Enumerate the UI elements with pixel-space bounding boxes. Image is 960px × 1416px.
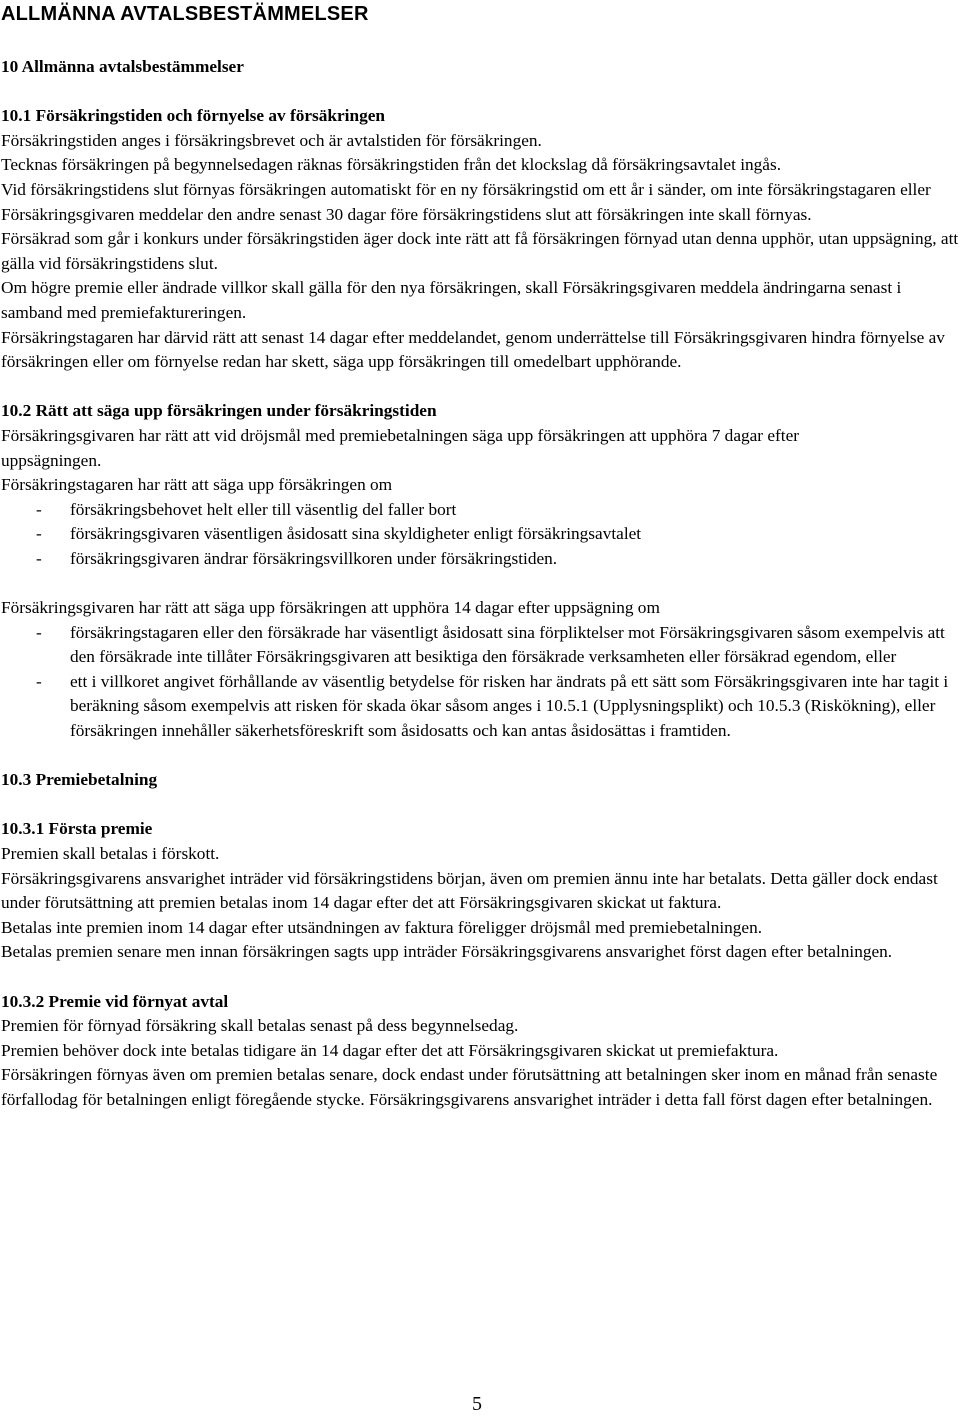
list-dash: - xyxy=(36,548,42,568)
paragraph: Försäkringsgivaren har rätt att säga upp försäkringen att upphöra 14 dagar efter uppsägning om xyxy=(1,598,660,618)
paragraph: Försäkringstagaren har rätt att säga upp försäkringen om xyxy=(1,475,393,495)
paragraph: Betalas premien senare men innan försäkringen sagts upp inträder Försäkringsgivarens ansvarighet först dagen efter betalningen. xyxy=(1,942,893,962)
paragraph: Betalas inte premien inom 14 dagar efter utsändningen av faktura föreligger dröjsmål med premiebetalningen. xyxy=(1,917,763,937)
paragraph: Försäkringen förnyas även om premien betalas senare, dock endast under förutsättning att betalningen sker inom en månad från senaste förfallodag för betalningen enligt föregående stycke. Försäkringsgivarens ansvarighet inträder i detta fall först dagen efter betalningen. xyxy=(1,1065,938,1109)
spacer xyxy=(1,80,959,105)
list-item-text: försäkringsbehovet helt eller till väsentlig del faller bort xyxy=(70,499,457,519)
list-dash: - xyxy=(36,671,42,691)
paragraph: Försäkringstagaren har därvid rätt att senast 14 dagar efter meddelandet, genom underrättelse till Försäkringsgivaren hindra förnyelse av försäkringen eller om förnyelse redan har skett, säga upp försäkringen till omedelbart upphörande. xyxy=(1,327,945,372)
list-dash: - xyxy=(36,622,42,642)
list-item-text: ett i villkoret angivet förhållande av väsentlig betydelse för risken har ändrats på ett sätt som Försäkringsgivaren inte har tagit i beräkning såsom exempelvis att risken för skada ökar såsom anges i 10.5.1 (Upplysningsplikt) och 10.5.3 (Riskökning), eller försäkringen innehåller säkerhetsföreskrift som åsidosatts och kan antas åsidosättas i framtiden. xyxy=(70,671,949,741)
section-10-3-1-heading: 10.3.1 Första premie xyxy=(1,819,153,839)
list-item xyxy=(1,670,959,744)
list-dash: - xyxy=(36,499,42,519)
list-item xyxy=(1,547,959,572)
paragraph: Vid försäkringstidens slut förnyas försäkringen automatiskt för en ny försäkringstid om ett år i sänder, om inte försäkringstagaren eller Försäkringsgivaren meddelar den andre senast 30 dagar före försäkringstidens slut att försäkringen inte skall förnyas. xyxy=(1,179,931,224)
spacer xyxy=(1,793,959,818)
section-10-1-heading: 10.1 Försäkringstiden och förnyelse av försäkringen xyxy=(1,106,386,126)
page-number: 5 xyxy=(472,1393,482,1415)
list-dash: - xyxy=(36,524,42,544)
list-item-text: försäkringstagaren eller den försäkrade har väsentligt åsidosatt sina förpliktelser mot Försäkringsgivaren såsom exempelvis att den försäkrade inte tillåter Försäkringsgivaren att besiktiga den försäkrade verksamheten eller försäkrad egendom, eller xyxy=(70,622,945,667)
section-10-3-2-heading: 10.3.2 Premie vid förnyat avtal xyxy=(1,991,229,1011)
paragraph: Om högre premie eller ändrade villkor skall gälla för den nya försäkringen, skall Försäkringsgivaren meddela ändringarna senast i samband med premiefaktureringen. xyxy=(1,278,902,322)
section-10-2-heading: 10.2 Rätt att säga upp försäkringen under försäkringstiden xyxy=(1,401,437,421)
list-item-text: försäkringsgivaren väsentligen åsidosatt sina skyldigheter enligt försäkringsavtalet xyxy=(70,524,642,544)
document-body xyxy=(1,55,959,1113)
document-title: ALLMÄNNA AVTALSBESTÄMMELSER xyxy=(1,3,369,25)
section-10-heading: 10 Allmänna avtalsbestämmelser xyxy=(1,57,244,76)
list-item xyxy=(1,498,959,523)
list-item-text: försäkringsgivaren ändrar försäkringsvillkoren under försäkringstiden. xyxy=(70,548,558,568)
paragraph: Försäkrad som går i konkurs under försäkringstiden äger dock inte rätt att få försäkringen förnyad utan denna upphör, utan uppsägning, att gälla vid försäkringstidens slut. xyxy=(1,229,959,273)
paragraph: Tecknas försäkringen på begynnelsedagen räknas försäkringstiden från det klockslag då försäkringsavtalet ingås. xyxy=(1,155,782,175)
paragraph: Premien för förnyad försäkring skall betalas senast på dess begynnelsedag. xyxy=(1,1016,519,1036)
paragraph: Premien skall betalas i förskott. xyxy=(1,844,220,863)
list-item xyxy=(1,621,959,670)
spacer xyxy=(1,744,959,769)
spacer xyxy=(1,375,959,400)
paragraph: Försäkringstiden anges i försäkringsbrevet och är avtalstiden för försäkringen. xyxy=(1,130,542,150)
section-10-3-heading: 10.3 Premiebetalning xyxy=(1,770,158,790)
paragraph: Försäkringsgivaren har rätt att vid dröjsmål med premiebetalningen säga upp försäkringen att upphöra 7 dagar efter uppsägningen. xyxy=(1,425,800,470)
spacer xyxy=(1,965,959,990)
list-item xyxy=(1,522,959,547)
paragraph: Premien behöver dock inte betalas tidigare än 14 dagar efter det att Försäkringsgivaren skickat ut premiefaktura. xyxy=(1,1040,779,1060)
spacer xyxy=(1,571,959,596)
paragraph: Försäkringsgivarens ansvarighet inträder vid försäkringstidens början, även om premien ännu inte har betalats. Detta gäller dock endast under förutsättning att premien betalas inom 14 dagar efter det att Försäkringsgivaren skickat ut faktura. xyxy=(1,868,938,913)
